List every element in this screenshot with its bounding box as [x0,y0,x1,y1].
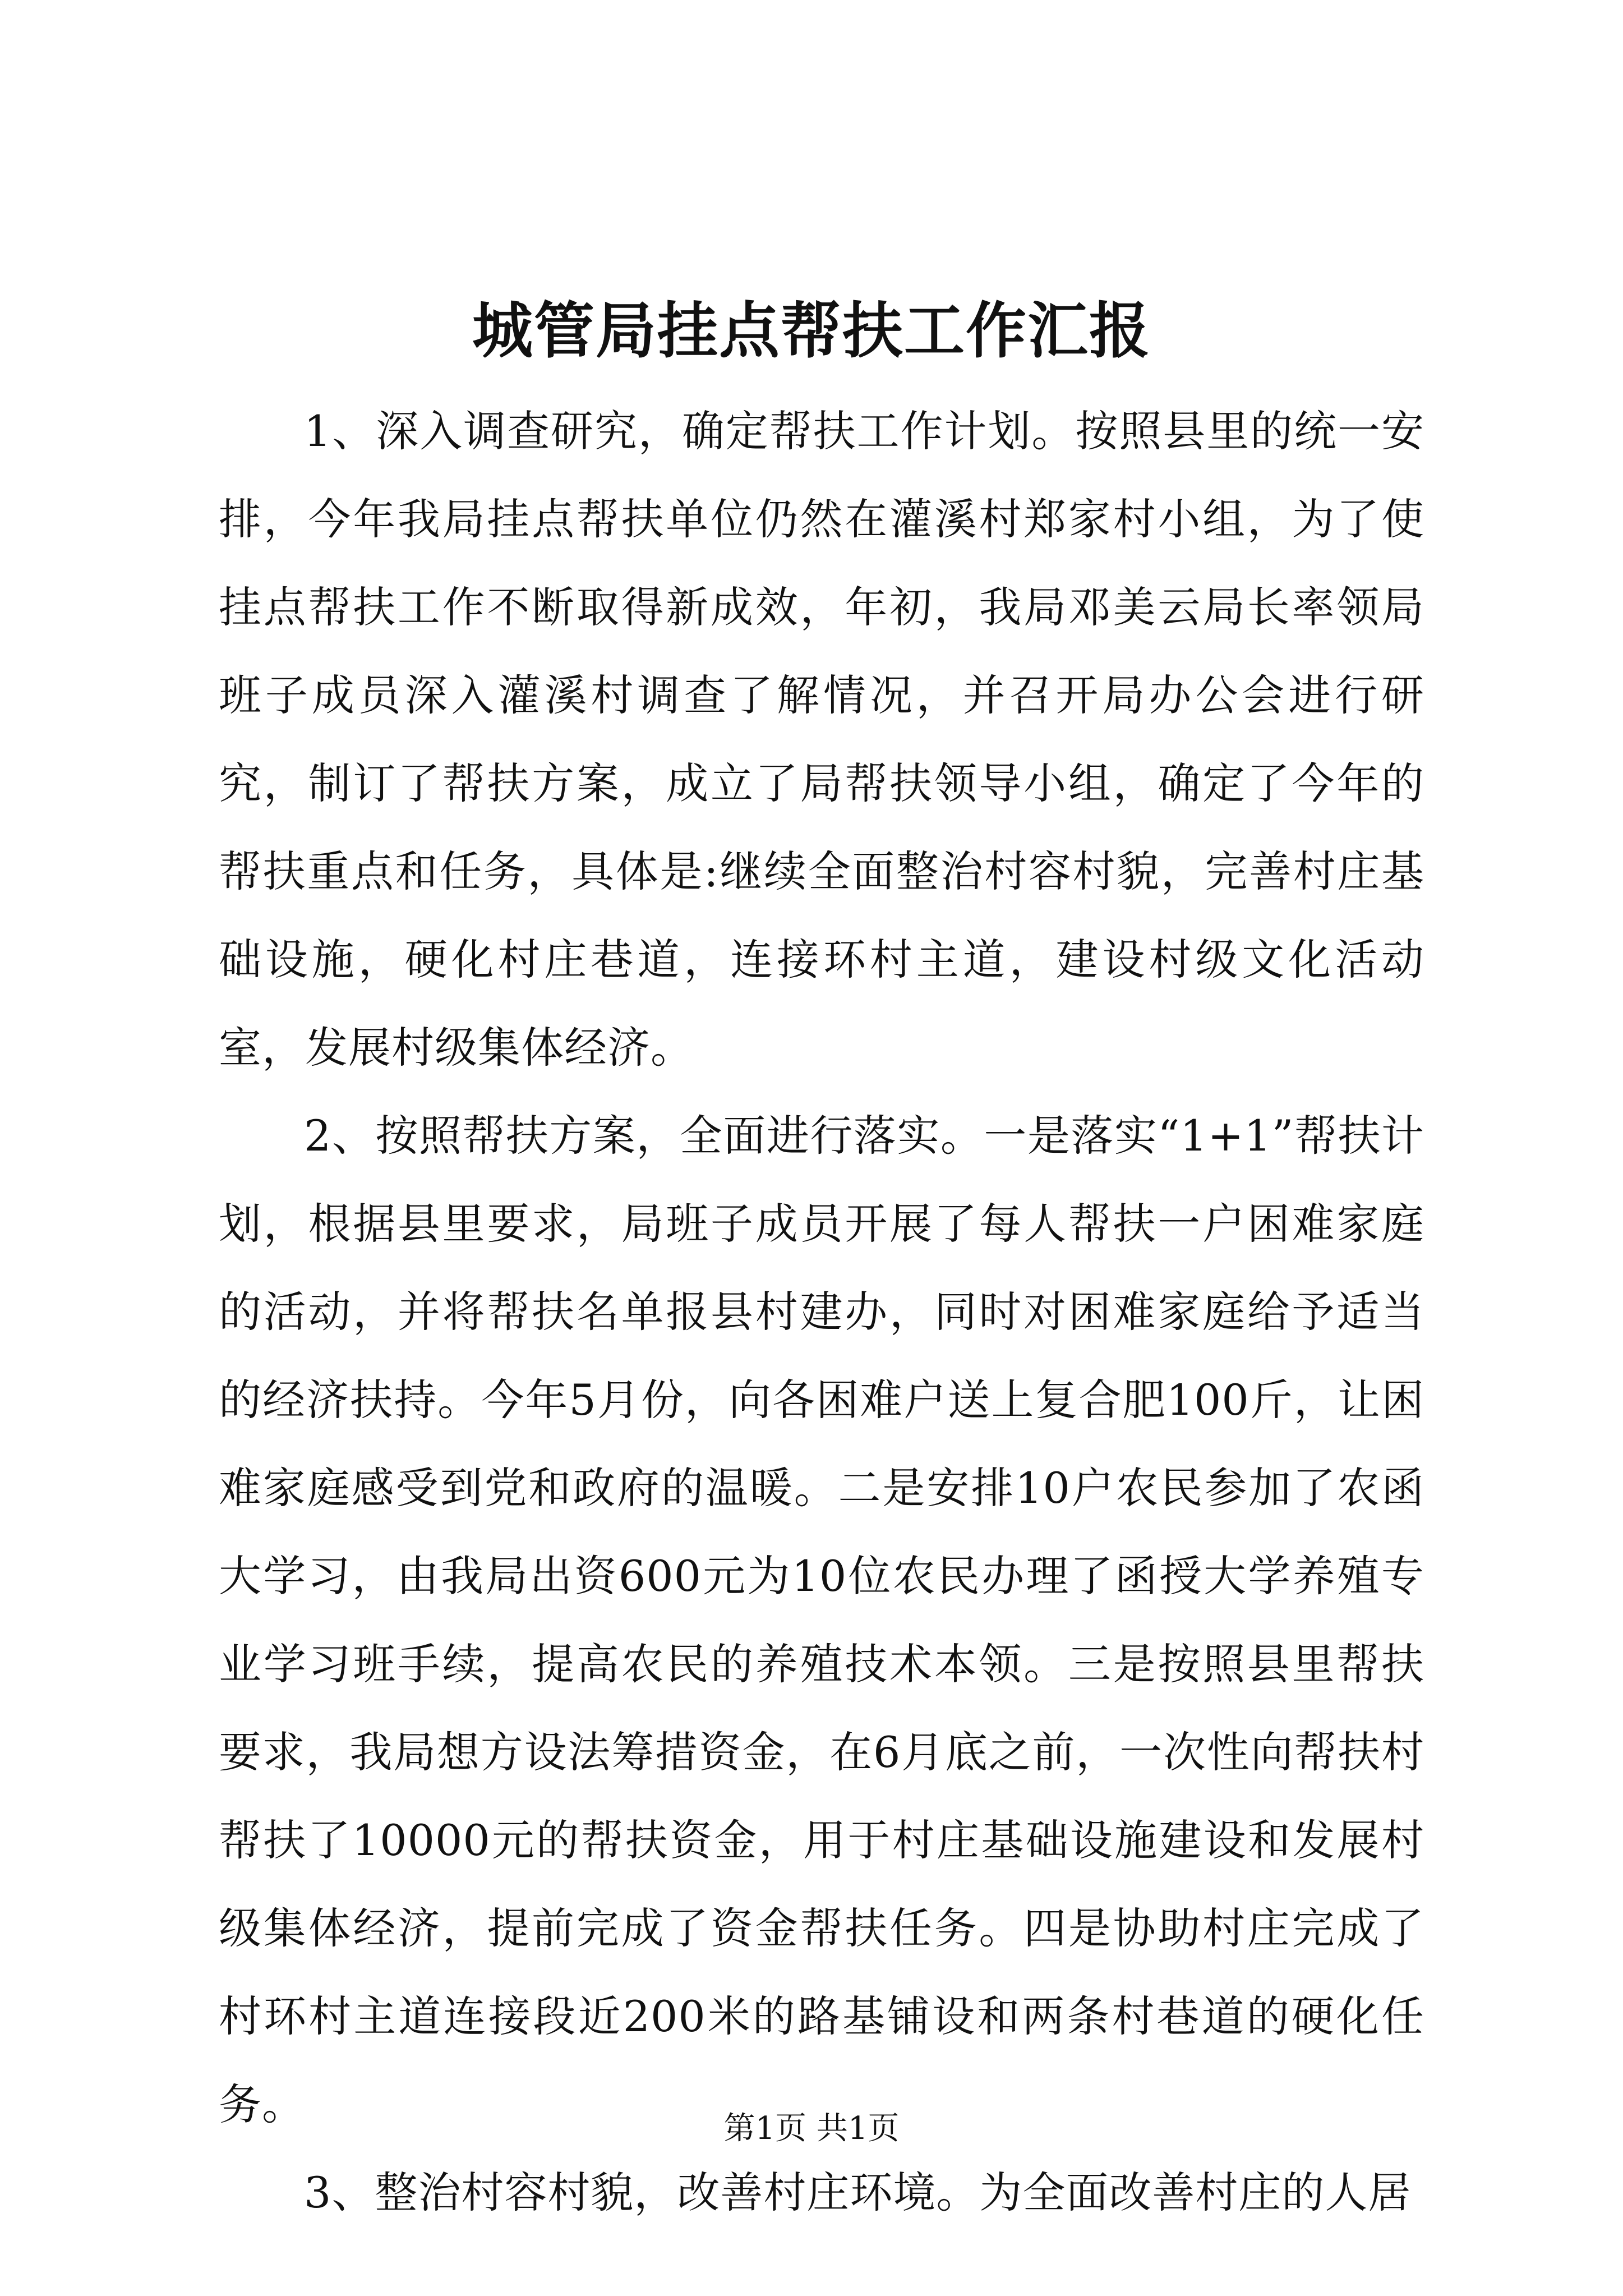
document-title: 城管局挂点帮扶工作汇报 [472,296,1151,366]
page-footer: 第1页 共1页 [723,2110,900,2147]
paragraph-3: 3、整治村容村貌，改善村庄环境。为全面改善村庄的人居 [304,2168,1412,2217]
document-body [219,387,1424,2237]
paragraph-2: 2、按照帮扶方案，全面进行落实。一是落实“1+1”帮扶计划，根据县里要求，局班子成员开展了每人帮扶一户困难家庭的活动，并将帮扶名单报县村建办，同时对困难家庭给予适当的经济扶持。今年5月份，向各困难户送上复合肥100斤，让困难家庭感受到党和政府的温暖。二是安排10户农民参加了农函大学习，由我局出资600元为10位农民办理了函授大学养殖专业学习班手续，提高农民的养殖技术本领。三是按照县里帮扶要求，我局想方设法筹措资金，在6月底之前，一次性向帮扶村帮扶了10000元的帮扶资金，用于村庄基础设施建设和发展村级集体经济，提前完成了资金帮扶任务。四是协助村庄完成了村环村主道连接段近200米的路基铺设和两条村巷道的硬化任务。 [219,1111,1424,2129]
paragraph-1: 1、深入调查研究，确定帮扶工作计划。按照县里的统一安排，今年我局挂点帮扶单位仍然在灌溪村郑家村小组，为了使挂点帮扶工作不断取得新成效，年初，我局邓美云局长率领局班子成员深入灌溪村调查了解情况，并召开局办公会进行研究，制订了帮扶方案，成立了局帮扶领导小组，确定了今年的帮扶重点和任务，具体是:继续全面整治村容村貌，完善村庄基础设施，硬化村庄巷道，连接环村主道，建设村级文化活动室，发展村级集体经济。 [219,406,1424,1073]
